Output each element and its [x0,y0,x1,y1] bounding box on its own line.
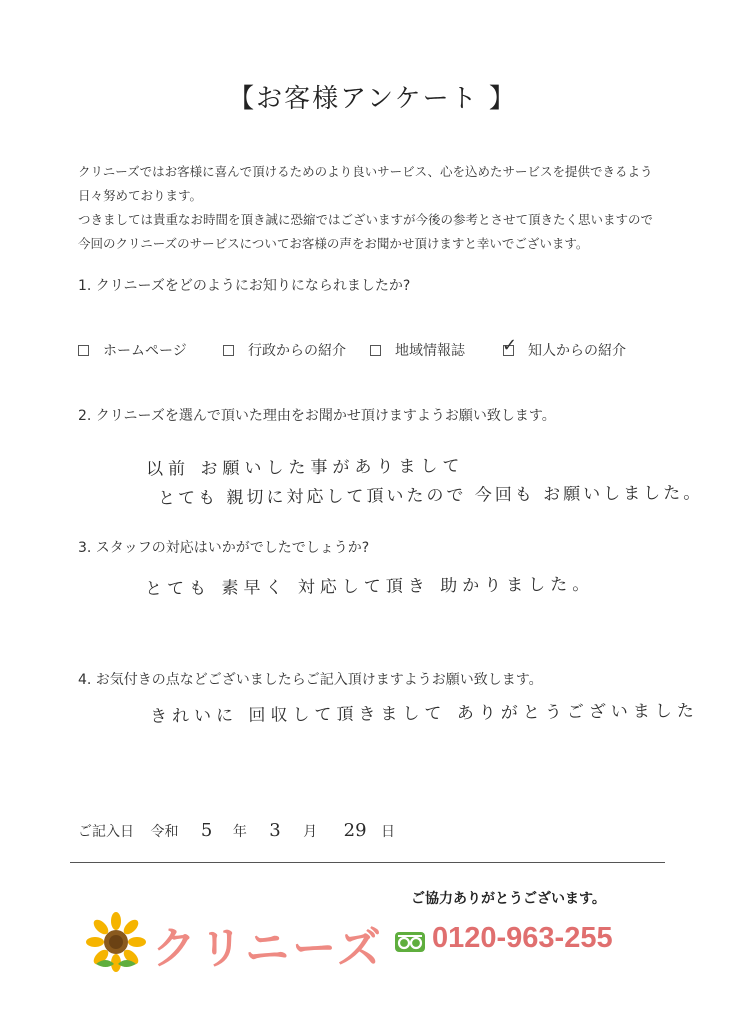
answer-2-line-1: 以前 お願いした事がありまして [145,456,465,480]
intro-line: 今回のクリニーズのサービスについてお客様の声をお聞かせ頂けますと幸いでございます。 [78,236,589,251]
date-day: 29 [343,820,367,841]
option-local-magazine[interactable] [370,340,465,360]
checkmark-icon: ✓ [502,334,518,356]
checkbox-homepage[interactable] [78,345,89,356]
checkbox-acquaintance[interactable] [502,334,518,356]
brand-logo: クリニーズ [152,923,384,974]
divider [70,862,665,863]
intro-line: 日々努めております。 [78,188,203,203]
question-4: 4. お気付きの点などございましたらご記入頂けますようお願い致します。 [78,672,543,688]
checkbox-local-magazine[interactable] [370,345,381,356]
intro-line: つきましては貴重なお時間を頂き誠に恐縮ではございますが今後の参考とさせて頂きたく思いますので [78,212,654,227]
option-government[interactable] [223,340,346,360]
option-label: 知人からの紹介 [528,343,626,359]
date-era: 令和 [150,824,179,840]
checkbox-government[interactable] [223,345,234,356]
answer-4: きれいに 回収して頂きまして ありがとうございました [149,701,699,727]
thanks-text: ご協力ありがとうございます。 [411,891,606,907]
date-year-unit: 年 [232,824,247,840]
question-2: 2. クリニーズを選んで頂いた理由をお聞かせ頂けますようお願い致します。 [78,408,556,424]
date-month-unit: 月 [303,824,318,840]
option-label: 地域情報誌 [395,343,465,359]
question-3: 3. スタッフの対応はいかがでしたでしょうか? [78,540,370,556]
answer-3: とても 素早く 対応して頂き 助かりました。 [144,574,595,600]
date-label: ご記入日 [78,824,134,840]
intro-line: クリニーズではお客様に喜んで頂けるためのより良いサービス、心を込めたサービスを提供できるよう [78,164,653,179]
date-row [78,820,395,841]
date-month: 3 [269,820,281,841]
freedial-icon [394,931,426,953]
phone-number[interactable]: 0120-963-255 [432,922,613,954]
option-label: 行政からの紹介 [248,343,346,359]
option-label: ホームページ [103,343,187,359]
answer-2-line-2: とても 親切に対応して頂いたので 今回も お願いしました。 [157,483,704,509]
page-title: 【お客様アンケート 】 [228,84,517,114]
date-year: 5 [200,820,213,841]
option-acquaintance[interactable] [502,334,626,360]
question-1: 1. クリニーズをどのようにお知りになられましたか? [78,278,411,294]
sunflower-icon [86,912,146,972]
intro-text [78,160,678,256]
option-homepage[interactable] [78,340,187,360]
date-day-unit: 日 [380,824,395,840]
